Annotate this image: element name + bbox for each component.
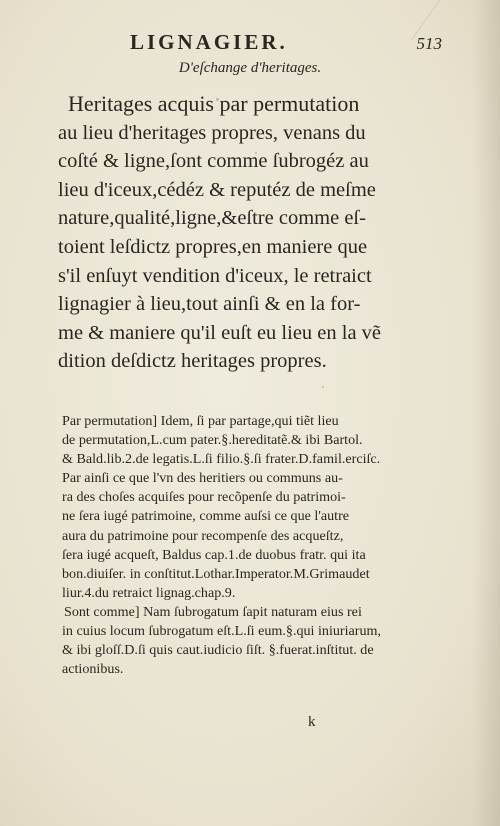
commentary-block [62, 412, 440, 679]
page-number: 513 [416, 34, 442, 53]
page-header [100, 30, 442, 60]
commentary-line: & ibi gloſſ.D.ſi quis caut.iudicio ſiſt. §.fuerat.inſtitut. de [62, 642, 374, 659]
commentary-line: Par permutation] Idem, ſi par partage,qui tiẽt lieu [62, 413, 339, 429]
running-title: LIGNAGIER. [130, 30, 288, 54]
commentary-line: actionibus. [62, 661, 124, 678]
catchword: k [308, 714, 316, 730]
main-text-line: toient leſdictz propres,en maniere que [58, 235, 368, 258]
commentary-line: in cuius locum ſubrogatum eſt.L.ſi eum.§.qui iniuriarum, [62, 623, 382, 640]
commentary-line: aura du patrimoine pour recompenſe des acqueſtz, [62, 527, 344, 544]
page-edge-shadow [472, 0, 500, 826]
main-text-line: lieu d'iceux,cédéz & reputéz de meſme [58, 178, 376, 201]
commentary-line: Sont comme] Nam ſubrogatum ſapit naturam eius rei [64, 603, 362, 620]
commentary-line: Par ainſi ce que l'vn des heritiers ou communs au- [62, 470, 343, 487]
section-subtitle: D'eſchange d'heritages. [178, 60, 322, 76]
main-text-line: nature,qualité,ligne,&eſtre comme eſ- [58, 207, 366, 230]
main-text-line: me & maniere qu'il euſt eu lieu en la vẽ [58, 321, 382, 344]
paper-speck [216, 98, 219, 101]
main-text-line: au lieu d'heritages propres, venans du [58, 121, 366, 144]
main-text-line: coſté & ligne,ſont comme ſubrogéz au [58, 150, 369, 173]
commentary-line: ſera iugé acqueſt, Baldus cap.1.de duobus fratr. qui ita [62, 546, 366, 563]
commentary-line: ne ſera iugé patrimoine, comme auſsi ce que l'autre [62, 508, 350, 525]
main-text-line: Heritages acquis par permutation [68, 91, 360, 116]
paper-speck [255, 152, 257, 154]
commentary-line: & Bald.lib.2.de legatis.L.ſi filio.§.ſi frater.D.famil.erciſc. [62, 451, 381, 468]
paper-speck [322, 386, 324, 388]
commentary-line: de permutation,L.cum pater.§.hereditatẽ.& ibi Bartol. [62, 432, 363, 449]
main-text-line: lignagier à lieu,tout ainſi & en la for- [58, 293, 361, 316]
main-text-line: s'il enſuyt vendition d'iceux, le retraict [58, 264, 372, 287]
commentary-line: bon.diuiſer. in conſtitut.Lothar.Imperator.M.Grimaudet [62, 565, 370, 582]
commentary-line: ra des choſes acquiſes pour recõpenſe du patrimoi- [62, 489, 346, 506]
main-text-line: dition deſdictz heritages propres. [58, 350, 327, 373]
commentary-line: liur.4.du retraict lignag.chap.9. [62, 584, 236, 601]
main-text-block [58, 90, 438, 376]
